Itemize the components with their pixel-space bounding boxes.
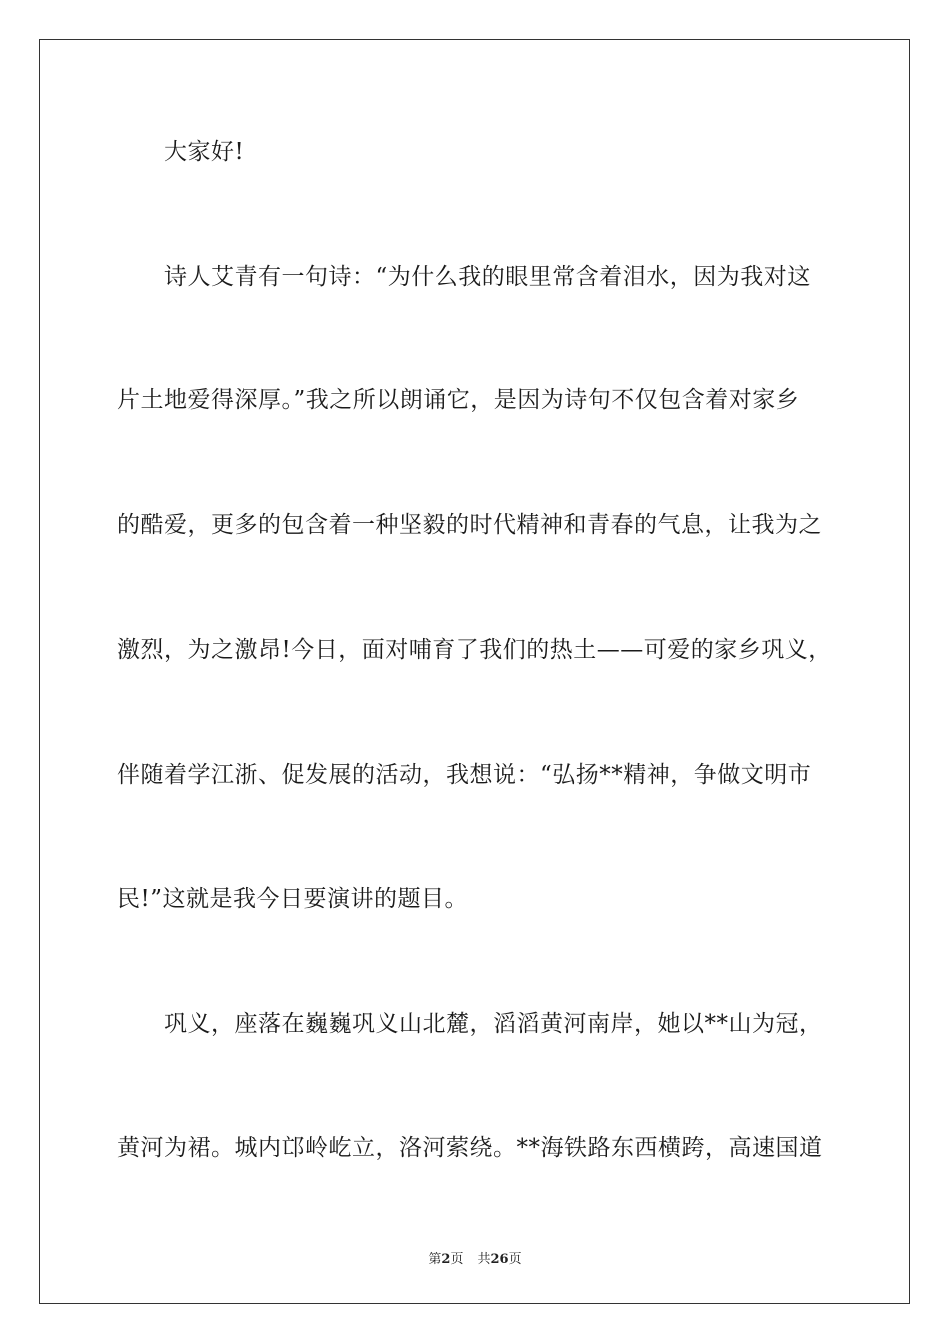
total-prefix: 共: [477, 1252, 491, 1267]
paragraph-line: 黄河为裙。城内邙岭屹立，洛河萦绕。**海铁路东西横跨，高速国道: [117, 1135, 823, 1161]
paragraph-line: 激烈，为之激昂!今日，面对哺育了我们的热土——可爱的家乡巩义，: [117, 637, 832, 663]
page-prefix: 第: [428, 1252, 442, 1267]
total-page-count: 26: [490, 1252, 509, 1267]
paragraph-line: 巩义，座落在巍巍巩义山北麓，滔滔黄河南岸，她以**山为冠，: [164, 1011, 823, 1037]
greeting-line: 大家好!: [164, 139, 245, 165]
paragraph-line: 片土地爱得深厚。”我之所以朗诵它，是因为诗句不仅包含着对家乡: [117, 387, 800, 413]
paragraph-line: 伴随着学江浙、促发展的活动，我想说：“弘扬**精神，争做文明市: [117, 762, 812, 788]
page-footer: [0, 1248, 950, 1267]
total-suffix: 页: [508, 1252, 522, 1267]
page-border: [39, 39, 910, 1304]
paragraph-line: 民!”这就是我今日要演讲的题目。: [117, 886, 469, 912]
paragraph-line: 诗人艾青有一句诗：“为什么我的眼里常含着泪水，因为我对这: [164, 264, 811, 290]
page-suffix: 页: [450, 1252, 464, 1267]
current-page-number: 2: [441, 1252, 451, 1267]
paragraph-line: 的酷爱，更多的包含着一种坚毅的时代精神和青春的气息，让我为之: [117, 512, 822, 538]
